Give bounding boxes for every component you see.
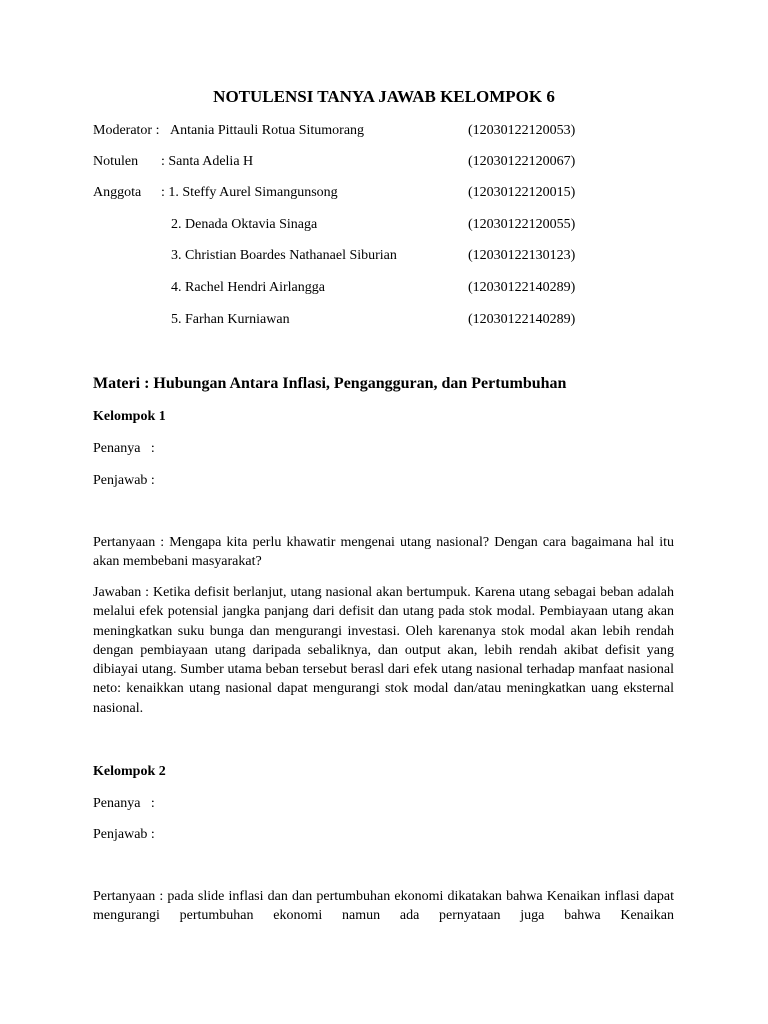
penjawab-field: Penjawab : — [93, 827, 155, 842]
anggota-member-nim: (12030122140289) — [468, 280, 576, 295]
anggota-row-5 — [93, 310, 693, 330]
moderator-row — [93, 121, 693, 141]
group-heading: Kelompok 1 — [93, 409, 166, 424]
anggota-member-name: 3. Christian Boardes Nathanael Siburian — [171, 248, 397, 263]
anggota-member-nim: (12030122120015) — [468, 185, 576, 200]
anggota-row-2 — [93, 215, 693, 235]
anggota-member-nim: (12030122130123) — [468, 248, 576, 263]
penanya-field: Penanya : — [93, 796, 155, 811]
anggota-member-nim: (12030122120055) — [468, 217, 576, 232]
anggota-member-name: 2. Denada Oktavia Sinaga — [171, 217, 318, 232]
notulen-row — [93, 152, 693, 172]
anggota-row-1 — [93, 183, 693, 203]
notulen-name: : Santa Adelia H — [161, 154, 254, 169]
materi-heading: Materi : Hubungan Antara Inflasi, Pengangguran, dan Pertumbuhan — [93, 375, 567, 392]
penjawab-field: Penjawab : — [93, 473, 155, 488]
anggota-member-name: 5. Farhan Kurniawan — [171, 312, 290, 327]
anggota-member-name: : 1. Steffy Aurel Simangunsong — [161, 185, 338, 200]
penanya-field: Penanya : — [93, 441, 155, 456]
anggota-label: Anggota — [93, 185, 142, 200]
notulen-nim: (12030122120067) — [468, 154, 576, 169]
group-heading: Kelompok 2 — [93, 764, 166, 779]
notulen-label: Notulen — [93, 154, 139, 169]
moderator-label: Moderator : — [93, 123, 160, 138]
jawaban-paragraph: Jawaban : Ketika defisit berlanjut, utang nasional akan bertumpuk. Karena utang sebagai beban adalah melalui efek potensial jangka panjang dari defisit dan utang pada stok modal. Pembiayaan utang akan meningkatkan suku bunga dan mengurangi investasi. Oleh karenanya stok modal akan lebih rendah dengan pembiayaan utang daripada sebaliknya, dan output akan, lebih rendah akibat defisit yang dibiayai utang. Sumber utama beban tersebut berasl dari efek utang nasional terhadap manfaat nasional neto: kenaikkan utang nasional dapat mengurangi stok modal dan/atau meningkatkan uang eksternal nasional. — [93, 585, 674, 716]
document-title: NOTULENSI TANYA JAWAB KELOMPOK 6 — [213, 87, 555, 106]
moderator-nim: (12030122120053) — [468, 123, 576, 138]
pertanyaan-paragraph: Pertanyaan : pada slide inflasi dan dan pertumbuhan ekonomi dikatakan bahwa Kenaikan inflasi dapat mengurangi pertumbuhan ekonomi namun ada pernyataan juga bahwa Kenaikan — [93, 889, 674, 924]
moderator-name: Antania Pittauli Rotua Situmorang — [170, 123, 365, 138]
anggota-member-name: 4. Rachel Hendri Airlangga — [171, 280, 325, 295]
anggota-row-4 — [93, 278, 693, 298]
pertanyaan-paragraph: Pertanyaan : Mengapa kita perlu khawatir mengenai utang nasional? Dengan cara bagaimana hal itu akan membebani masyarakat? — [93, 535, 674, 570]
anggota-row-3 — [93, 246, 693, 266]
anggota-member-nim: (12030122140289) — [468, 312, 576, 327]
